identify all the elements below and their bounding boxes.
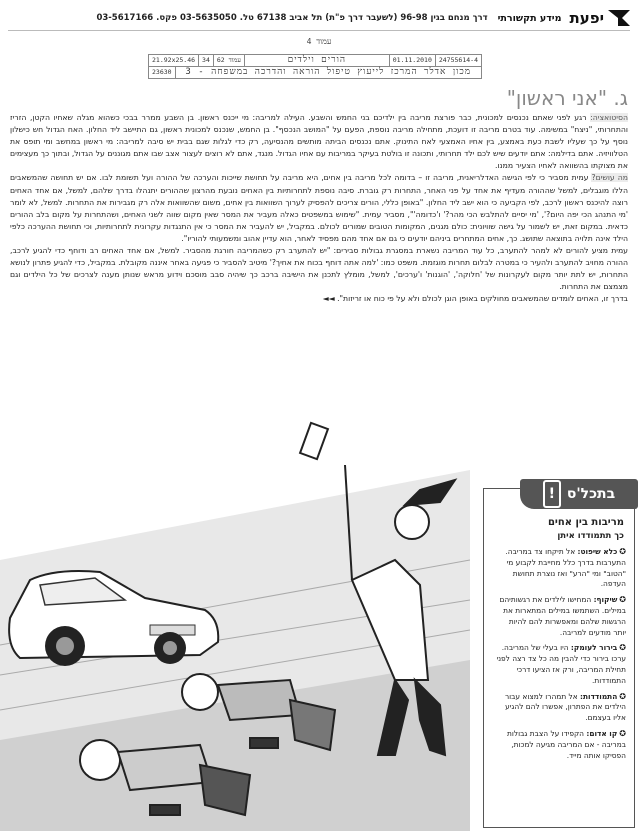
conclusion-text: בדרך זו, האחים לומדים שהמשאבים מחולקים באופן הוגן לכולם ולא על פי כוח או זריזות". — [337, 294, 628, 304]
sidebar-header — [520, 479, 638, 509]
star-icon: ✪ — [619, 691, 626, 701]
meta-page: עמוד 62 — [213, 55, 244, 66]
list-item — [494, 595, 626, 638]
star-icon: ✪ — [619, 643, 626, 653]
ifat-logo-icon — [608, 8, 630, 28]
end-mark-icon: ◄◄ — [322, 294, 335, 304]
list-item — [494, 643, 626, 686]
exclamation-icon: ! — [543, 480, 561, 508]
ifat-logo — [498, 8, 630, 28]
list-item — [494, 692, 626, 724]
list-item — [494, 547, 626, 590]
meta-size: 21.92x25.46 — [152, 56, 196, 64]
meta-number: 34 — [198, 55, 213, 66]
meta-table — [148, 54, 482, 79]
tip-label: כלא שיפוט: — [577, 547, 618, 556]
paragraph-what-to-do — [10, 172, 628, 245]
star-icon: ✪ — [619, 595, 626, 605]
star-icon: ✪ — [619, 547, 626, 556]
article-body — [10, 112, 628, 306]
tips-list — [494, 547, 626, 766]
tip-label: קו אדום: — [586, 728, 618, 738]
star-icon: ✪ — [619, 728, 626, 738]
meta-source: מכון אדלר המרכז לייעוץ טיפול הוראה והדרכה במשפחה - 3 — [175, 67, 481, 78]
what-to-do-text: עמית מסביר כי לפי הגישה האדלריאנית, מריבה זו – בדומה לכל מריבה בין אחים, היא מריבה על תחושת שייכות והערכה של ההורה ועל תשומת לבו. אם יש תחושה שהמשאבים הללו מוגבלים, למשל שההורה מעדיף את אחד על פני האחר, התחרות רק גוברת. סיבה נוספת לתחרותיות בין האחים נובעת מהרצון שההורים יתנהלו בדרך שלהם, למשל, אם אחד האחים רוצה להיכנס ראשון לרכב, לפי הקביעה כי הוא ישב ליד החלון. "באופן כללי, הורים צריכים להפסיק לערוך השוואות בין אחים, משום שהשוואות אלה רק מגבירות את התחרות. למשל, לא לומר 'מי התנהג הכי יפה היום?', 'מי יסיים להתלבש הכי מהר?' ו'כדומה'", מסביר עמית. "שימוש במשפטים כאלה מעביר את המסר שאין מקום שווה לשני האחים, ושהתחרות על מקום בלב ההורים כדאית. במקום זאת, יש לשמור על גישה שוויונית: כולם מגנים, המקומות הטובים שמורים לכולם. במקביל, יש להעביר את המסר כי אין התנגדות עקרונית לתחרותיות, וכי תחושת ההערכה כלפי הילד אינה תלויה בתוצאה שתושג. כך, אחים המתחרים ביניהם יודעים כי גם אם אחד מהם מפסיד לאחר, הוא עדיין אהוב ומשמעותי להוריו". — [10, 173, 628, 243]
meta-row-2 — [148, 67, 482, 79]
illustration — [0, 410, 470, 831]
meta-publication: הורים וילדים — [244, 55, 389, 66]
paragraph-situation — [10, 112, 628, 172]
meta-id: 24755614-4 — [435, 55, 481, 66]
paragraph-intervene: עמית מציע להורים לא למהר להתערב, כל עוד המריבה נשארת במסגרת גבולות סבירים: "יש להתערב רק כשהמריבה חורגת מהסביר. למשל, אם אחד האחים רב ודוחף כדי להגיע לרכב, ההורה מחויב להתערב ולהעיר כי במטרה לבלום תחרות מוגזמת. משפט כמו: 'למה אתה דוחף בכוח את אחיך?' מיטיב להסביר כי פגיעה באחר איננה מקובלת. במקביל, כדי להגיע פתרון לנושא התחרות, יש לתת יותר מקום לעקרונות של 'חלוקה', 'הוגנות' ו'ערכים', למשל, מומלץ לתכנן את הישיבה ברכב כך שיהיה סבב מוסכם וידוע מראש שנותן מענה לצרכים של כל הילדים וגם מצמצם את התחרות. — [10, 246, 628, 292]
tips-sidebar — [483, 488, 635, 828]
sidebar-subtitle: כך תתמודדו איתן — [557, 531, 624, 541]
page-label: עמוד 4 — [306, 37, 332, 46]
tip-text: אל תיקחו צד במריבה. התערבות בדרך כלל מחייבת לקבוע מי "הטוב" ומי "הרע" ואז נוצרת תחושת העדפה. — [505, 547, 626, 589]
logo-subtitle: מידע תקשורתי — [497, 12, 562, 24]
meta-row-1 — [148, 54, 482, 67]
clipping-header — [8, 6, 630, 31]
contact-info: דרך מנחם בגין 96-98 (לשעבר דרך פ"ת) תל אביב 67138 טל. 03-5635050 פקס. 03-5617166 — [96, 13, 488, 23]
paragraph-conclusion — [10, 293, 628, 305]
tip-text: הקפידו על הצבת גבולות במריבה - אם המריבה מגיעה למכות, הפסיקו אותה מייד. — [507, 728, 626, 760]
situation-text: רגע לפני שאתם נכנסים למכונית, כבר פורצת מריבה בין ילדיכם בני החמש והשבע. העילה למריבה: מי ייכנס ראשון. בן השבע ממרר בבכי כשהוא מגלה שאחיו הקטן, הזריז והתחרותי, "ניצח" במשימה. עוד בטרם מריבה זו דועכת, מתחילה מריבה נוספת, הפעם על "המושב הנכסף". בן החמש, שנכנס למכונית ראשון, גם התיישב ליד החלון. האח הגדול חש כישלון נוסף על כך שעליו לשבת כעת באמצע, בין אחיו האמצעי לאח התינוק. אתם נכנסים הביתה מותשים מהנסיעה, רק כדי לגלות שגם בבית יש סיבה למריבה: מי ראשון במחשב ומי תופס את הטלוויזיה. אתם בדילמה: אתם יודעים שיש לכם ילד תחרותי, ותכונה זו בולטת בעיקר במריבות עם אחיו הגדול. מנגד, אתם לא רוצים לעצור אצב שבו אתם מגוננים על הגדול, ובתוך כך מעצימים את מצוקתו בהשוואה לאחיו הצעיר ממנו. — [10, 113, 628, 171]
list-item — [494, 729, 626, 761]
logo-text: יפעת — [569, 9, 604, 27]
sidebar-title: מריבות בין אחים — [547, 517, 624, 528]
tip-label: בירור לעומק: — [570, 643, 618, 653]
tip-text: המחישו לילדים את רגשותיהם במילים. השתמשו במילים המתארות את הרגשות שלהם ומאפשרות להם להיות יותר מודעים למריבה. — [499, 595, 626, 637]
article-headline: ג. "אני ראשון" — [506, 86, 628, 110]
tip-text: אל תמהרו למצוא עבור הילדים את הפתרון, אפשרו להם להגיע אליו בעצמם. — [504, 691, 626, 723]
meta-date: 01.11.2010 — [389, 55, 435, 66]
situation-label: הסיטואציה: — [590, 113, 628, 122]
meta-code: 23630 — [152, 68, 172, 76]
what-to-do-label: מה עושים? — [591, 173, 628, 183]
tip-text: היו בעלי של המריבה. ערכו בירור כדי להבין מה כל צד רצה לפני תחילת המריבה, ורק אז הציעו דרכי התמודדות. — [496, 643, 626, 685]
tip-label: שיקוף: — [593, 595, 618, 605]
sidebar-header-title: בתכל'ס — [566, 486, 616, 502]
tip-label: התמודדות: — [580, 691, 618, 701]
